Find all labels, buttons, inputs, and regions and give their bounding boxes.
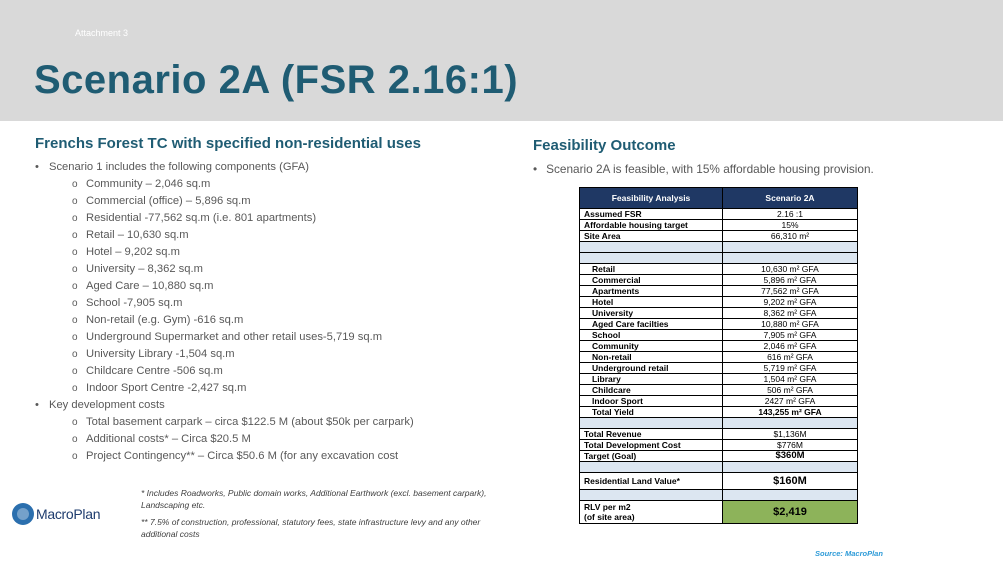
yield-value: 2427 m² GFA bbox=[723, 396, 858, 407]
table-row bbox=[580, 308, 858, 319]
list-item: o Community – 2,046 sq.m bbox=[35, 176, 505, 193]
list-item: o Underground Supermarket and other retail uses-5,719 sq.m bbox=[35, 329, 505, 346]
table-row bbox=[580, 374, 858, 385]
yield-label: Hotel bbox=[580, 297, 723, 308]
table-row bbox=[580, 396, 858, 407]
list-item: o School -7,905 sq.m bbox=[35, 295, 505, 312]
left-heading: Frenchs Forest TC with specified non-residential uses bbox=[35, 135, 421, 152]
table-row bbox=[580, 385, 858, 396]
blank-row bbox=[580, 490, 858, 501]
table-row bbox=[580, 352, 858, 363]
page-title: Scenario 2A (FSR 2.16:1) bbox=[34, 58, 519, 102]
table-row bbox=[580, 209, 858, 220]
footnote-additional-costs: * Includes Roadworks, Public domain works, Additional Earthwork (excl. basement carpark), Landscaping etc. bbox=[141, 488, 487, 510]
attachment-label: Attachment 3 bbox=[75, 28, 129, 38]
yield-value: 77,562 m² GFA bbox=[723, 286, 858, 297]
rlv-m2-label-line1: RLV per m2 bbox=[584, 502, 631, 512]
table-row bbox=[580, 286, 858, 297]
table-row bbox=[580, 501, 858, 524]
yield-value: 2,046 m² GFA bbox=[723, 341, 858, 352]
table-row bbox=[580, 473, 858, 490]
footnote-contingency: ** 7.5% of construction, professional, statutory fees, state infrastructure levy and any other additional costs bbox=[141, 517, 481, 539]
list-item: o Indoor Sport Centre -2,427 sq.m bbox=[35, 380, 505, 397]
list-item: o University Library -1,504 sq.m bbox=[35, 346, 505, 363]
feasibility-bullet: • Scenario 2A is feasible, with 15% affordable housing provision. bbox=[533, 162, 874, 176]
yield-value: 5,719 m² GFA bbox=[723, 363, 858, 374]
blank-row bbox=[580, 462, 858, 473]
feasibility-heading: Feasibility Outcome bbox=[533, 137, 676, 154]
table-row bbox=[580, 330, 858, 341]
list-item: o Non-retail (e.g. Gym) -616 sq.m bbox=[35, 312, 505, 329]
yield-value: 7,905 m² GFA bbox=[723, 330, 858, 341]
table-row bbox=[580, 297, 858, 308]
list-item: o Additional costs* – Circa $20.5 M bbox=[35, 431, 505, 448]
yield-label: Underground retail bbox=[580, 363, 723, 374]
header-feasibility-analysis: Feasibility Analysis bbox=[580, 188, 723, 209]
revenue-label: Total Revenue bbox=[580, 429, 723, 440]
list-item: o Childcare Centre -506 sq.m bbox=[35, 363, 505, 380]
yield-label: Commercial bbox=[580, 275, 723, 286]
macroplan-logo-icon bbox=[12, 503, 34, 525]
table-row bbox=[580, 264, 858, 275]
total-yield-value: 143,255 m² GFA bbox=[723, 407, 858, 418]
target-label: Target (Goal) bbox=[580, 451, 723, 462]
list-item: o Project Contingency** – Circa $50.6 M (for any excavation cost bbox=[35, 448, 505, 465]
affordable-value: 15% bbox=[723, 220, 858, 231]
total-yield-label: Total Yield bbox=[580, 407, 723, 418]
yield-value: 10,880 m² GFA bbox=[723, 319, 858, 330]
rlv-m2-label bbox=[580, 501, 723, 524]
macroplan-logo bbox=[12, 502, 100, 526]
rlv-value: $160M bbox=[723, 473, 858, 490]
rlv-m2-label-line2: (of site area) bbox=[584, 512, 635, 522]
table-header-row bbox=[580, 188, 858, 209]
yield-label: School bbox=[580, 330, 723, 341]
fsr-label: Assumed FSR bbox=[580, 209, 723, 220]
table-row bbox=[580, 231, 858, 242]
blank-row bbox=[580, 418, 858, 429]
rlv-label: Residential Land Value* bbox=[580, 473, 723, 490]
yield-value: 1,504 m² GFA bbox=[723, 374, 858, 385]
table-row bbox=[580, 341, 858, 352]
yield-label: Library bbox=[580, 374, 723, 385]
yield-value: 5,896 m² GFA bbox=[723, 275, 858, 286]
table-row bbox=[580, 407, 858, 418]
yield-value: 9,202 m² GFA bbox=[723, 297, 858, 308]
blank-row bbox=[580, 253, 858, 264]
list-item: • Key development costs bbox=[35, 397, 505, 414]
yield-label: Non-retail bbox=[580, 352, 723, 363]
logo-text: MacroPlan bbox=[36, 506, 101, 522]
target-value: $360M bbox=[723, 451, 858, 462]
header-band bbox=[0, 0, 1003, 121]
rlv-m2-value: $2,419 bbox=[723, 501, 858, 524]
header-scenario: Scenario 2A bbox=[723, 188, 858, 209]
yield-label: Community bbox=[580, 341, 723, 352]
yield-label: Indoor Sport bbox=[580, 396, 723, 407]
site-area-label: Site Area bbox=[580, 231, 723, 242]
devcost-label: Total Development Cost bbox=[580, 440, 723, 451]
list-item: o Residential -77,562 sq.m (i.e. 801 apartments) bbox=[35, 210, 505, 227]
affordable-label: Affordable housing target bbox=[580, 220, 723, 231]
table-row bbox=[580, 363, 858, 374]
yield-label: Retail bbox=[580, 264, 723, 275]
table-row bbox=[580, 440, 858, 451]
yield-value: 8,362 m² GFA bbox=[723, 308, 858, 319]
list-item: • Scenario 1 includes the following components (GFA) bbox=[35, 159, 505, 176]
yield-value: 616 m² GFA bbox=[723, 352, 858, 363]
table-row bbox=[580, 319, 858, 330]
list-item: o Hotel – 9,202 sq.m bbox=[35, 244, 505, 261]
table-row bbox=[580, 275, 858, 286]
list-item: o Retail – 10,630 sq.m bbox=[35, 227, 505, 244]
yield-value: 10,630 m² GFA bbox=[723, 264, 858, 275]
feasibility-bullet-text: Scenario 2A is feasible, with 15% affordable housing provision. bbox=[546, 162, 874, 176]
yield-label: Childcare bbox=[580, 385, 723, 396]
component-list bbox=[35, 159, 505, 465]
yield-label: University bbox=[580, 308, 723, 319]
table-row bbox=[580, 220, 858, 231]
list-item: o Total basement carpark – circa $122.5 M (about $50k per carpark) bbox=[35, 414, 505, 431]
list-item: o Commercial (office) – 5,896 sq.m bbox=[35, 193, 505, 210]
source-note: Source: MacroPlan bbox=[815, 549, 883, 558]
yield-label: Aged Care facilties bbox=[580, 319, 723, 330]
feasibility-table bbox=[579, 187, 858, 524]
table-row bbox=[580, 429, 858, 440]
site-area-value: 66,310 m² bbox=[723, 231, 858, 242]
revenue-value: $1,136M bbox=[723, 429, 858, 440]
devcost-value: $776M bbox=[723, 440, 858, 451]
table-row bbox=[580, 451, 858, 462]
list-item: o University – 8,362 sq.m bbox=[35, 261, 505, 278]
yield-value: 506 m² GFA bbox=[723, 385, 858, 396]
fsr-value: 2.16 :1 bbox=[723, 209, 858, 220]
blank-row bbox=[580, 242, 858, 253]
yield-label: Apartments bbox=[580, 286, 723, 297]
list-item: o Aged Care – 10,880 sq.m bbox=[35, 278, 505, 295]
